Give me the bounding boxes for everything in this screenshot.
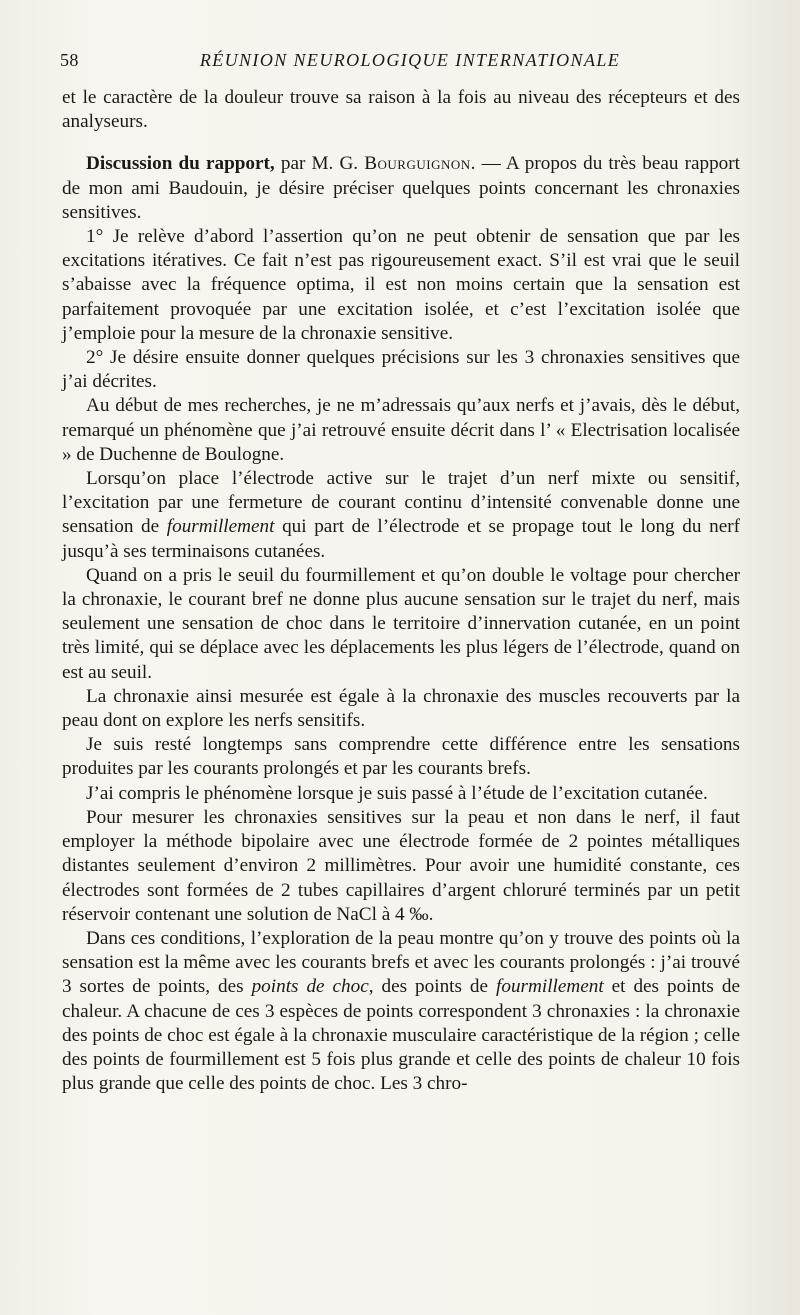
paragraph-chronaxie-measured: La chronaxie ainsi mesurée est égale à la chronaxie des muscles recouverts par la peau dont on explore les nerfs sensitifs. xyxy=(62,685,740,732)
paragraph-text: Dans ces conditions, l’exploration de la peau montre qu’on y trouve des points où la sensation est la même avec les courants brefs et avec les courants prolongés : j’ai trouvé 3 sortes de points, des xyxy=(62,927,740,998)
paragraph-research-start: Au début de mes recherches, je ne m’adressais qu’aux nerfs et j’avais, dès le début, remarqué un phénomène que j’ai retrouvé ensuite décrit dans l’ « Electrisation localisée » de Duchenne de Boulogne. xyxy=(62,395,740,465)
paragraph-conditions xyxy=(62,927,740,1096)
paragraph-text: . — A propos du très beau rapport de mon ami Baudouin, je désire préciser quelques points concernant les chronaxies sensitives. xyxy=(62,153,740,223)
paragraph-method: Pour mesurer les chronaxies sensitives sur la peau et non dans le nerf, il faut employer la méthode bipolaire avec une électrode formée de 2 pointes métalliques distantes seulement d’environ 2 millimètres. Pour avoir une humidité constante, ces électrodes sont formées de 2 tubes capillaires d’argent chloruré terminés par un petit réservoir contenant une solution de NaCl à 4 ‰. xyxy=(62,806,740,925)
body-text xyxy=(62,86,740,1096)
paragraph-text: , des points de xyxy=(368,976,497,998)
paragraph-by: par M. G. xyxy=(274,153,365,175)
emphasis-term: points de choc xyxy=(251,976,369,998)
paragraph-discussion-intro xyxy=(62,152,740,225)
paragraph-point-1: 1° Je relève d’abord l’assertion qu’on ne peut obtenir de sensation que par les excitations itératives. Ce fait n’est pas rigoureusement exact. S’il est vrai que le seuil s’abaisse avec la fréquence optima, il est non moins certain que la sensation est parfaitement provoquée par une excitation isolée, et c’est l’excitation isolée que j’emploie pour la mesure de la chronaxie sensitive. xyxy=(62,226,740,344)
paragraph-point-2: 2° Je désire ensuite donner quelques précisions sur les 3 chronaxies sensitives que j’ai décrites. xyxy=(62,347,740,393)
page-number: 58 xyxy=(60,50,79,70)
paragraph-text: Lorsqu’on place l’électrode active sur le trajet d’un nerf mixte ou sensitif, l’excitation par une fermeture de courant continu d’intensité convenable donne une sensation de xyxy=(62,468,740,538)
paragraph-difference: Je suis resté longtemps sans comprendre cette différence entre les sensations produites par les courants prolongés et par les courants brefs. xyxy=(62,734,740,780)
emphasis-term: fourmillement xyxy=(166,516,275,538)
running-title: RÉUNION NEUROLOGIQUE INTERNATIONALE xyxy=(199,50,621,70)
running-header xyxy=(60,50,740,76)
paragraph-electrode xyxy=(62,467,740,564)
paragraph-understood: J’ai compris le phénomène lorsque je suis passé à l’étude de l’excitation cutanée. xyxy=(86,782,708,804)
emphasis-term: fourmillement xyxy=(496,976,604,998)
author-name: Bourguignon xyxy=(364,153,471,175)
section-lead-title: Discussion du rapport, xyxy=(86,153,275,175)
paragraph-continuation: et le caractère de la douleur trouve sa raison à la fois au niveau des récepteurs et des analyseurs. xyxy=(62,87,740,133)
paragraph-text: et des points de chaleur. A chacune de ces 3 espèces de points correspondent 3 chronaxies : la chronaxie des points de choc est égale à la chronaxie musculaire caractéristique de la région ; celle des points de fourmillement est 5 fois plus grande et celle des points de chaleur 10 fois plus grande que celle des points de choc. Les 3 chro- xyxy=(62,976,740,1095)
paragraph-text: qui part de l’électrode et se propage tout le long du nerf jusqu’à ses terminaisons cutanées. xyxy=(62,516,740,562)
paragraph-threshold: Quand on a pris le seuil du fourmillement et qu’on double le voltage pour chercher la chronaxie, le courant bref ne donne plus aucune sensation sur le trajet du nerf, mais seulement une sensation de choc dans le territoire d’innervation cutanée, en un point très limité, qui se déplace avec les déplacements les plus légers de l’électrode, quand on est au seuil. xyxy=(62,564,740,683)
